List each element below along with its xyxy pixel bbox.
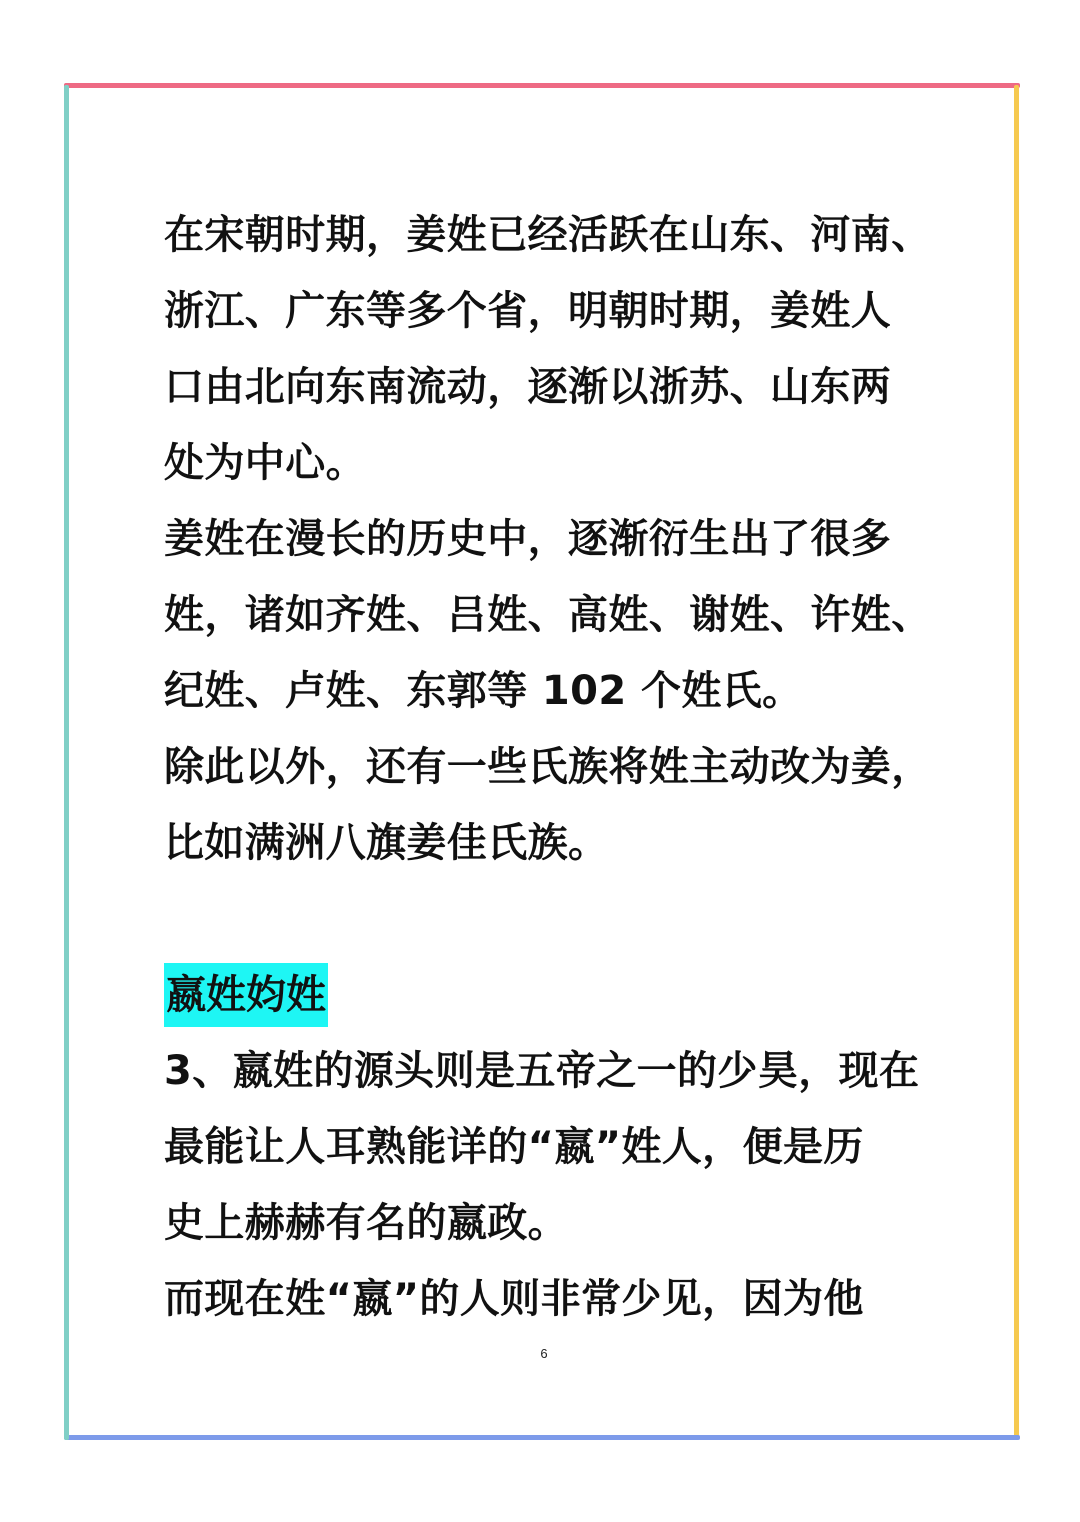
paragraph-spacer (164, 887, 934, 963)
page-content (164, 203, 934, 1343)
frame-top-border (64, 83, 1020, 88)
text-line: 在宋朝时期，姜姓已经活跃在山东、河南、 (164, 212, 932, 258)
text-line: 姓，诸如齐姓、吕姓、高姓、谢姓、许姓、 (164, 592, 932, 638)
text-line: 口由北向东南流动，逐渐以浙苏、山东两 (164, 364, 892, 410)
section-heading: 嬴姓㚬姓 (164, 963, 328, 1027)
text-line: 而现在姓“嬴”的人则非常少见，因为他 (164, 1276, 864, 1322)
frame-bottom-border (64, 1435, 1020, 1440)
text-line: 比如满洲八旗姜佳氏族。 (164, 820, 609, 866)
page-number: 6 (540, 1346, 548, 1361)
frame-left-border (64, 85, 69, 1440)
text-line: 3、嬴姓的源头则是五帝之一的少昊，现在 (164, 1048, 920, 1094)
text-line: 姜姓在漫长的历史中，逐渐衍生出了很多 (164, 516, 892, 562)
text-line: 最能让人耳熟能详的“嬴”姓人，便是历 (164, 1124, 864, 1170)
frame-right-border (1014, 85, 1019, 1440)
text-line: 处为中心。 (164, 440, 366, 486)
section-heading-row (164, 963, 934, 1039)
text-line: 浙江、广东等多个省，明朝时期，姜姓人 (164, 288, 892, 334)
text-line: 纪姓、卢姓、东郭等 102 个姓氏。 (164, 668, 803, 714)
text-line: 史上赫赫有名的嬴政。 (164, 1200, 568, 1246)
text-line: 除此以外，还有一些氏族将姓主动改为姜， (164, 744, 932, 790)
